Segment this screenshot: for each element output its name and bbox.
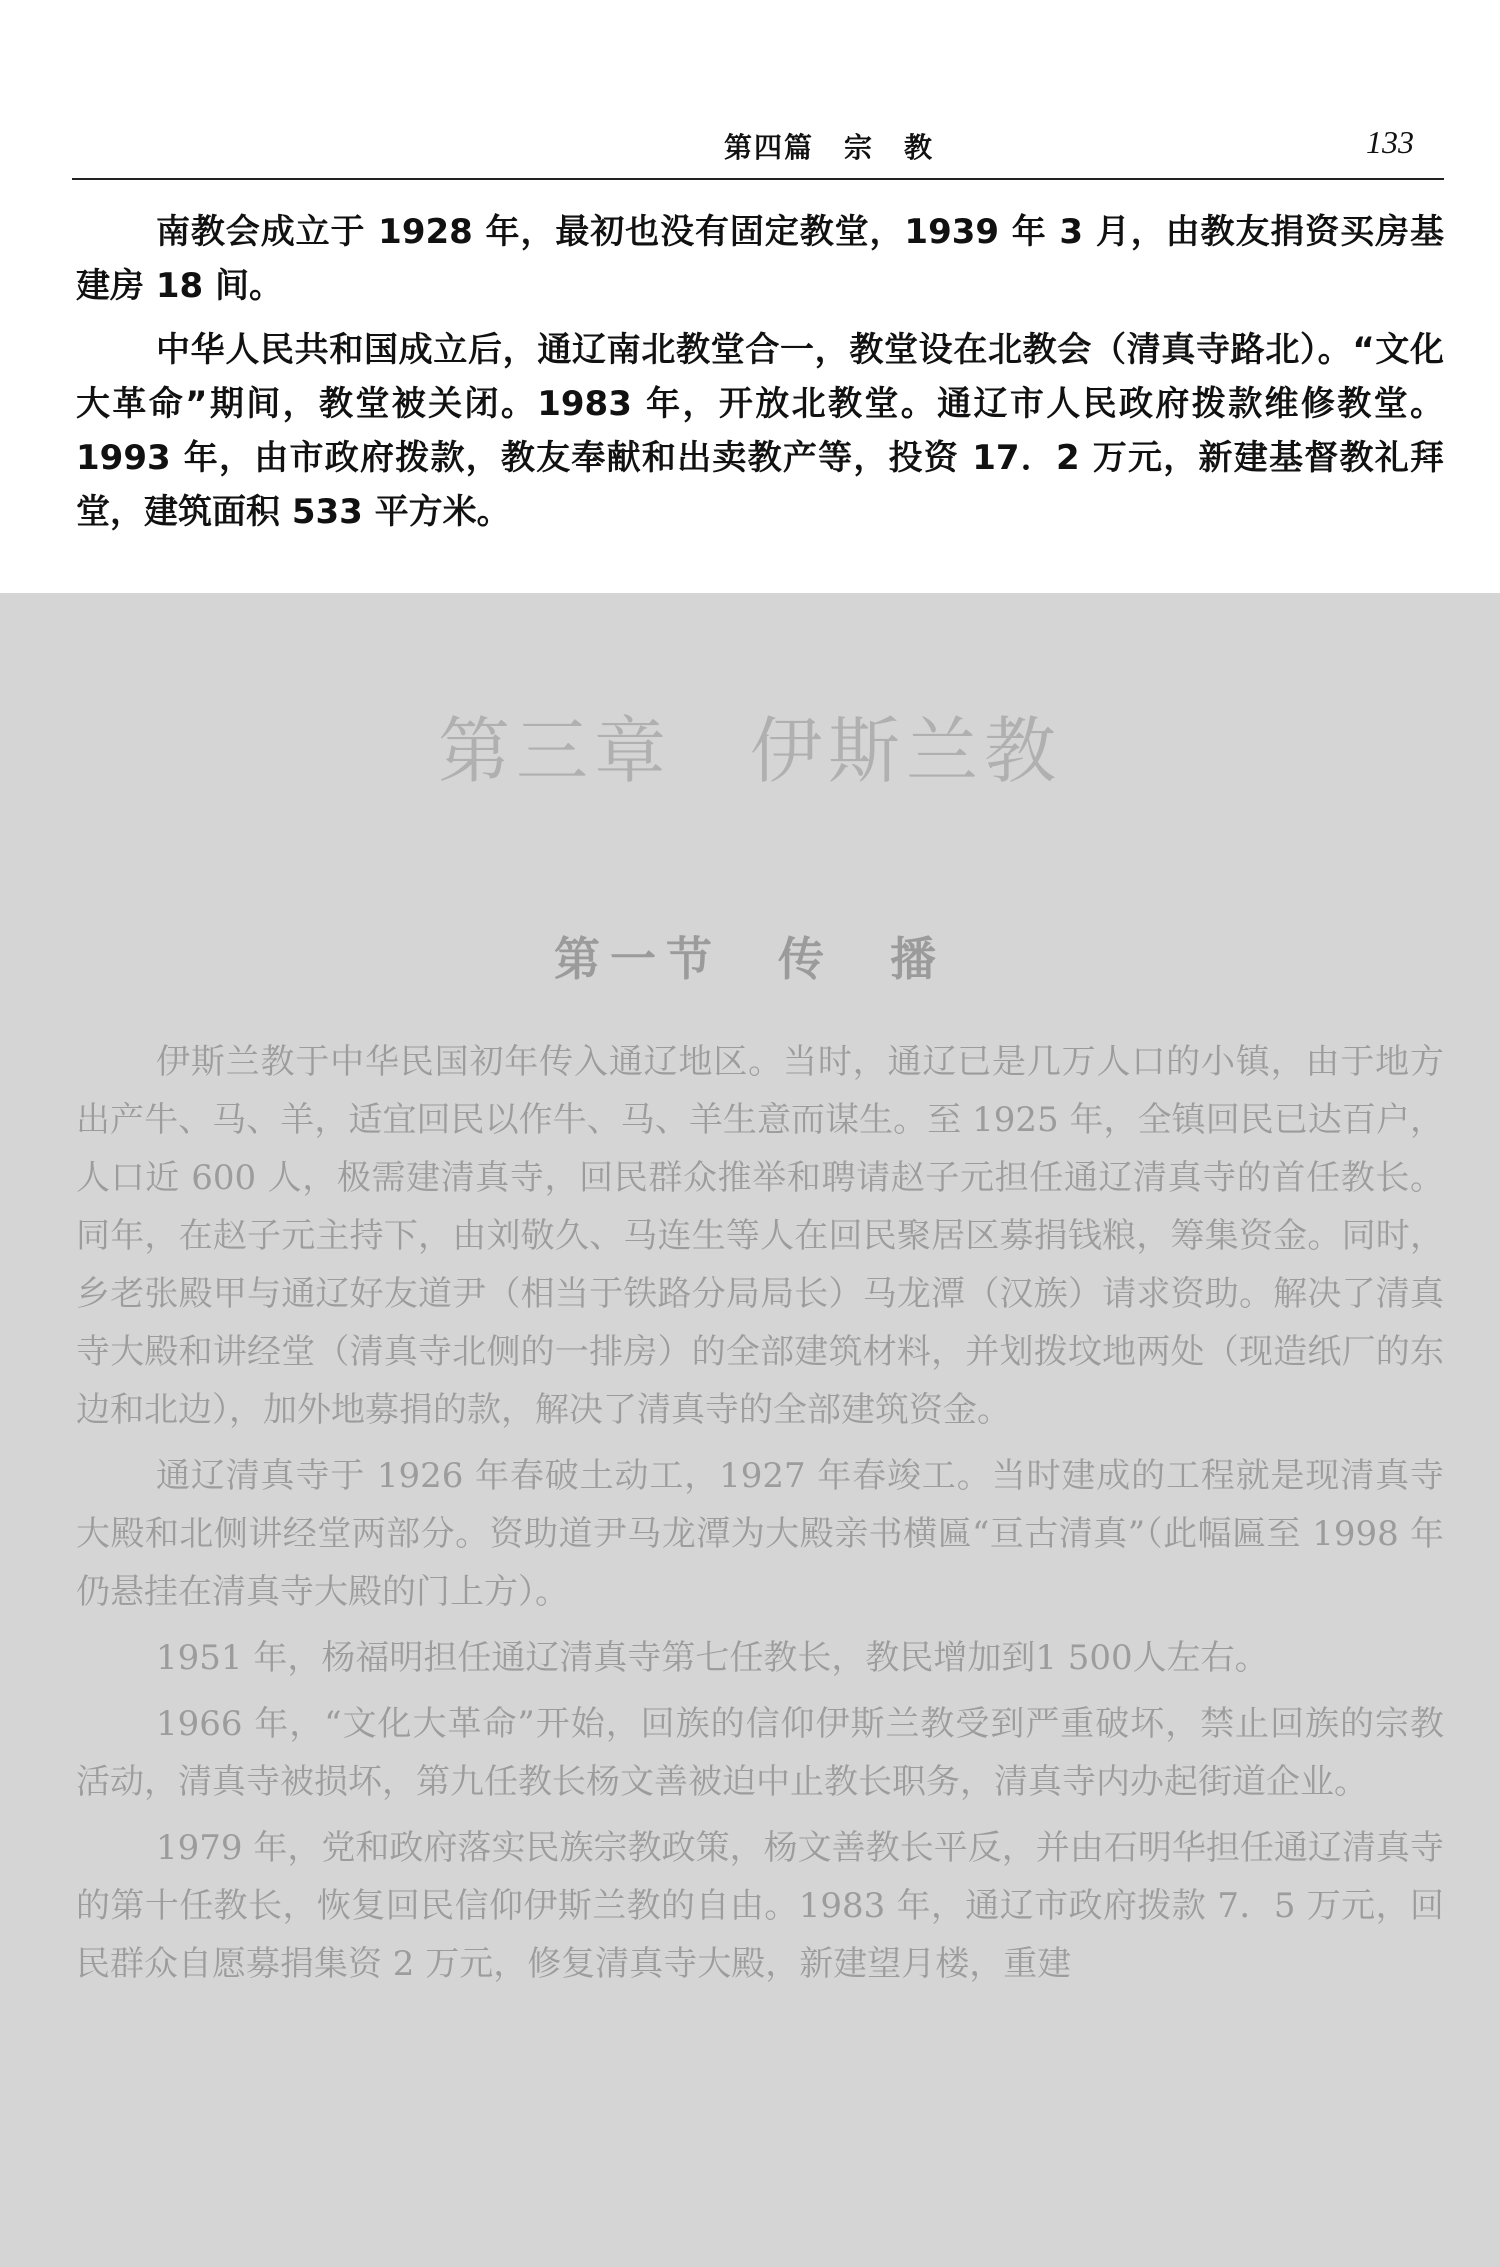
paragraph: 通辽清真寺于 1926 年春破土动工，1927 年春竣工。当时建成的工程就是现清真寺大殿和北侧讲经堂两部分。资助道尹马龙潭为大殿亲书横匾“亘古清真”（此幅匾至 1998 年仍悬挂在清真寺大殿的门上方）。	[76, 1456, 1444, 1612]
top-text-block	[76, 205, 1444, 549]
paragraph: 1966 年，“文化大革命”开始，回族的信仰伊斯兰教受到严重破坏，禁止回族的宗教活动，清真寺被损坏，第九任教长杨文善被迫中止教长职务，清真寺内办起街道企业。	[76, 1704, 1444, 1802]
paragraph: 伊斯兰教于中华民国初年传入通辽地区。当时，通辽已是几万人口的小镇，由于地方出产牛、马、羊，适宜回民以作牛、马、羊生意而谋生。至 1925 年，全镇回民已达百户，人口近 600 人，极需建清真寺，回民群众推举和聘请赵子元担任通辽清真寺的首任教长。同年，在赵子元主持下，由刘敬久、马连生等人在回民聚居区募捐钱粮，筹集资金。同时，乡老张殿甲与通辽好友道尹（相当于铁路分局局长）马龙潭（汉族）请求资助。解决了清真寺大殿和讲经堂（清真寺北侧的一排房）的全部建筑材料，并划拨坟地两处（现造纸厂的东边和北边），加外地募捐的款，解决了清真寺的全部建筑资金。	[76, 1042, 1444, 1430]
body-text-block	[76, 1033, 1444, 2001]
running-title: 第四篇 宗 教	[724, 131, 935, 164]
paragraph: 南教会成立于 1928 年，最初也没有固定教堂，1939 年 3 月，由教友捐资买房基建房 18 间。	[76, 212, 1444, 306]
chapter-title: 第三章 伊斯兰教	[437, 709, 1062, 793]
section-title: 第一节 传 播	[554, 932, 946, 986]
paragraph: 1979 年，党和政府落实民族宗教政策，杨文善教长平反，并由石明华担任通辽清真寺的第十任教长，恢复回民信仰伊斯兰教的自由。1983 年，通辽市政府拨款 7．5 万元，回民群众自愿募捐集资 2 万元，修复清真寺大殿，新建望月楼，重建	[76, 1828, 1444, 1984]
highlighted-region	[0, 593, 1500, 2267]
paragraph: 1951 年，杨福明担任通辽清真寺第七任教长，教民增加到1 500人左右。	[156, 1638, 1269, 1678]
paragraph: 中华人民共和国成立后，通辽南北教堂合一，教堂设在北教会（清真寺路北）。“文化大革命”期间，教堂被关闭。1983 年，开放北教堂。通辽市人民政府拨款维修教堂。1993 年，由市政府拨款，教友奉献和出卖教产等，投资 17．2 万元，新建基督教礼拜堂，建筑面积 533 平方米。	[76, 330, 1444, 532]
page-number: 133	[1366, 124, 1414, 160]
page-header	[72, 118, 1444, 180]
